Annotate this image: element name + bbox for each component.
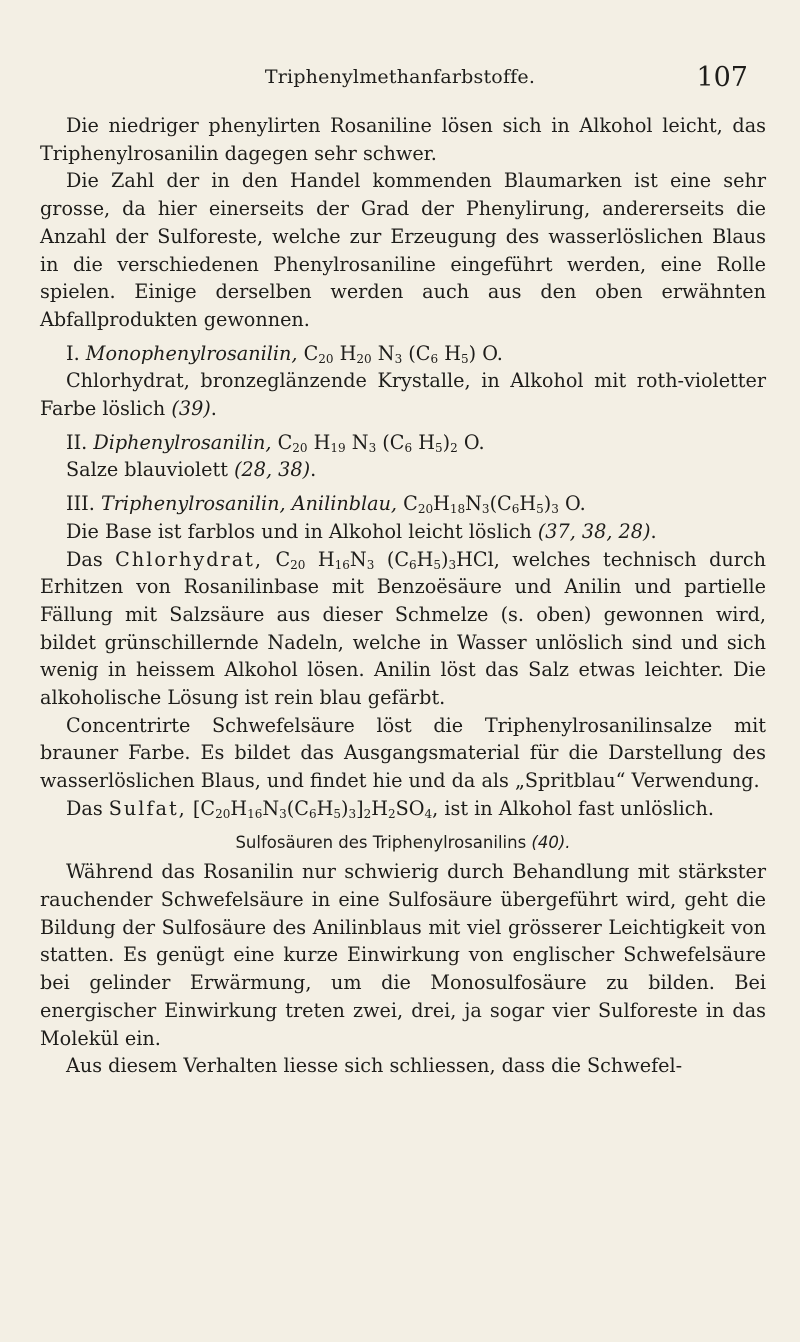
- compound-iii-heading: [40, 490, 766, 518]
- paragraph-conclusion: Aus diesem Verhalten liesse sich schliessen, dass die Schwefel-: [66, 1054, 683, 1078]
- running-title: Triphenylmethanfarbstoffe.: [264, 66, 536, 88]
- section-heading: [40, 829, 766, 857]
- compound-ii-description: Salze blauviolett (28, 38).: [66, 458, 317, 482]
- paragraph-rosaniline-solubility: Die niedriger phenylirten Rosaniline lösen sich in Alkohol leicht, das Triphenylrosanilin dagegen sehr schwer.: [40, 114, 766, 165]
- paragraph-sulfonation: Während das Rosanilin nur schwierig durch Behandlung mit stärkster rauchender Schwefelsäure in eine Sulfosäure übergeführt wird, geht die Bildung der Sulfosäure des Anilinblaus mit viel grösserer Leichtigkeit von statten. Es genügt eine kurze Einwirkung von englischer Schwefelsäure bei gelinder Erwärmung, um die Monosulfosäure zu bilden. Bei energischer Einwirkung treten zwei, drei, ja sogar vier Sulforeste in das Molekül ein.: [40, 860, 766, 1050]
- sulfat-term: Sulfat,: [108, 796, 187, 820]
- compound-iii-formula: $C_{20}H_{18}N_3(C_6H_5)_3$ O.: [403, 492, 586, 517]
- sulfat-formula: $[C_{20}H_{16}N_3(C_6H_5)_3]_2H_2SO_4$,: [192, 796, 439, 821]
- compound-iii-base-reference: (37, 38, 28): [537, 519, 651, 543]
- compound-ii-reference: (28, 38): [234, 458, 311, 482]
- paragraph-concentrated-acid: Concentrirte Schwefelsäure löst die Triphenylrosanilinsalze mit brauner Farbe. Es bildet das Ausgangsmaterial für die Darstellung des wasserlöslichen Blaus, und findet hie und da als „Spritblau“ Verwendung.: [40, 713, 766, 793]
- section-title: Sulfosäuren des Triphenylrosanilins: [235, 832, 527, 852]
- compound-i-heading: [40, 340, 766, 368]
- compound-ii-number: II.: [66, 430, 88, 454]
- compound-i-formula: $C_{20}$ $H_{20}$ $N_3$ ($C_6$ $H_5$) O.: [303, 341, 503, 366]
- compound-i-name: Monophenylrosanilin,: [85, 341, 298, 365]
- section-reference: (40).: [531, 832, 571, 852]
- chlorhydrat-formula: $C_{20}$ $H_{16}N_3$ $(C_6H_5)_3HCl$,: [275, 547, 500, 572]
- paragraph-sulfat: Das Sulfat, $[C_{20}H_{16}N_3(C_6H_5)_3]_2H_2SO_4$, ist in Alkohol fast unlöslich.: [66, 796, 715, 821]
- compound-ii-name: Diphenylrosanilin,: [93, 430, 272, 454]
- page-number: 107: [696, 62, 748, 93]
- sulfat-text: ist in Alkohol fast unlöslich.: [444, 796, 715, 820]
- chlorhydrat-text: welches technisch durch Erhitzen von Rosanilinbase mit Benzoësäure und Anilin und partielle Fällung mit Salzsäure aus dieser Schmelze (s. oben) gewonnen wird, bildet grünschillernde Nadeln, welche in Wasser unlöslich sind und sich wenig in heissem Alkohol lösen. Anilin löst das Salz etwas leichter. Die alkoholische Lösung ist rein blau gefärbt.: [40, 547, 766, 710]
- compound-iii-chlorhydrat: Das Chlorhydrat, $C_{20}$ $H_{16}N_3$ $(C_6H_5)_3HCl$, welches technisch durch Erhitzen von Rosanilinbase mit Benzoësäure und Anilin und partielle Fällung mit Salzsäure aus dieser Schmelze (s. oben) gewonnen wird, bildet grünschillernde Nadeln, welche in Wasser unlöslich sind und sich wenig in heissem Alkohol lösen. Anilin löst das Salz etwas leichter. Die alkoholische Lösung ist rein blau gefärbt.: [40, 547, 766, 710]
- chlorhydrat-term: Chlorhydrat,: [115, 547, 263, 571]
- compound-i-description: Chlorhydrat, bronzeglänzende Krystalle, in Alkohol mit roth-violetter Farbe löslich (39).: [40, 369, 766, 421]
- paragraph-blaumarken: Die Zahl der in den Handel kommenden Blaumarken ist eine sehr grosse, da hier einerseits der Grad der Phenylirung, andererseits die Anzahl der Sulforeste, welche zur Erzeugung des wasserlöslichen Blaus in die verschiedenen Phenylrosaniline eingeführt werden, eine Rolle spielen. Einige derselben werden auch aus den oben erwähnten Abfallprodukten gewonnen.: [40, 169, 766, 331]
- running-header: [0, 62, 800, 94]
- compound-ii-heading: [40, 429, 766, 457]
- compound-i-number: I.: [66, 341, 80, 365]
- compound-i-text: Chlorhydrat, bronzeglänzende Krystalle, in Alkohol mit roth-violetter Farbe löslich: [40, 369, 766, 421]
- compound-iii-base-text: Die Base ist farblos und in Alkohol leicht löslich: [66, 519, 532, 543]
- compound-iii-number: III.: [66, 492, 95, 516]
- compound-ii-text: Salze blauviolett: [66, 458, 228, 482]
- body-text: [40, 112, 766, 1080]
- compound-i-reference: (39): [171, 397, 211, 421]
- compound-ii-formula: $C_{20}$ $H_{19}$ $N_3$ ($C_6$ $H_5)_2$ O.: [277, 430, 485, 455]
- compound-iii-base: Die Base ist farblos und in Alkohol leicht löslich (37, 38, 28).: [66, 519, 657, 543]
- compound-iii-name: Triphenylrosanilin, Anilinblau,: [100, 492, 398, 516]
